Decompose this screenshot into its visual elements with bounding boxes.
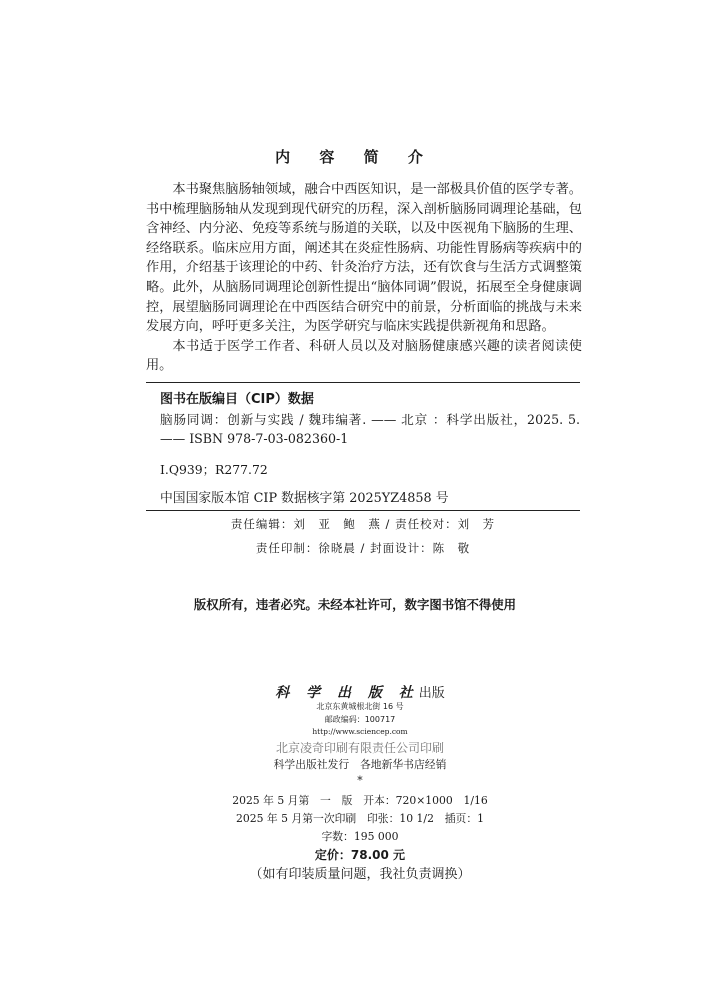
summary-paragraph-2: 本书适于医学工作者、科研人员以及对脑肠健康感兴趣的读者阅读使用。 bbox=[146, 338, 582, 374]
price: 定价：78.00 元 bbox=[314, 848, 406, 862]
publisher-logo: 科 学 出 版 社 bbox=[275, 685, 419, 701]
cip-top-rule bbox=[146, 382, 580, 383]
printing-line: 2025 年 5 月第一次印刷 印张：10 1/2 插页：1 bbox=[235, 812, 484, 825]
publisher-line bbox=[0, 682, 720, 702]
word-count: 字数：195 000 bbox=[321, 830, 399, 843]
copyright-notice: 版权所有，违者必究。未经本社许可，数字图书馆不得使用 bbox=[193, 597, 517, 612]
cip-classification: Ⅰ.Q939；R277.72 bbox=[160, 462, 268, 477]
summary-paragraph-1: 本书聚焦脑肠轴领域，融合中西医知识，是一部极具价值的医学专著。书中梳理脑肠轴从发现到现代研究的历程，深入剖析脑肠同调理论基础，包含神经、内分泌、免疫等系统与肠道的关联，以及中医视角下脑肠的生理、经络联系。临床应用方面，阐述其在炎症性肠病、功能性胃肠病等疾病中的作用，介绍基于该理论的中药、针灸治疗方法，还有饮食与生活方式调整策略。此外，从脑肠同调理论创新性提出“脑体同调”假说，拓展至全身健康调控，展望脑肠同调理论在中西医结合研究中的前景，分析面临的挑战与未来发展方向，呼吁更多关注，为医学研究与临床实践提供新视角和思路。 bbox=[146, 182, 582, 335]
printer-name: 北京凌奇印刷有限责任公司印刷 bbox=[275, 741, 444, 755]
publisher-postcode: 邮政编码：100717 bbox=[324, 715, 396, 724]
cip-heading: 图书在版编目（CIP）数据 bbox=[160, 392, 314, 407]
publisher-address: 北京东黄城根北街 16 号 bbox=[316, 702, 404, 711]
quality-notice: （如有印装质量问题，我社负责调换） bbox=[249, 867, 471, 882]
summary-title: 内 容 简 介 bbox=[275, 148, 435, 166]
publisher-url: http://www.sciencep.com bbox=[312, 727, 408, 736]
distribution-line: 科学出版社发行 各地新华书店经销 bbox=[273, 758, 447, 771]
cip-entry: 脑肠同调：创新与实践 / 魏玮编著. —— 北京 ：科学出版社，2025. 5. —— ISBN 978-7-03-082360-1 bbox=[160, 412, 580, 446]
summary-abstract bbox=[146, 180, 582, 376]
edition-line: 2025 年 5 月第 一 版 开本：720×1000 1/16 bbox=[232, 794, 488, 807]
credits-editors: 责任编辑：刘 亚 鲍 燕 / 责任校对：刘 芳 bbox=[230, 517, 496, 531]
publisher-suffix: 出版 bbox=[418, 686, 445, 701]
cip-bottom-rule bbox=[146, 510, 580, 511]
separator-star: * bbox=[357, 774, 363, 787]
cip-verification: 中国国家版本馆 CIP 数据核字第 2025YZ4858 号 bbox=[160, 491, 449, 506]
credits-production: 责任印制：徐晓晨 / 封面设计：陈 敬 bbox=[255, 541, 471, 555]
